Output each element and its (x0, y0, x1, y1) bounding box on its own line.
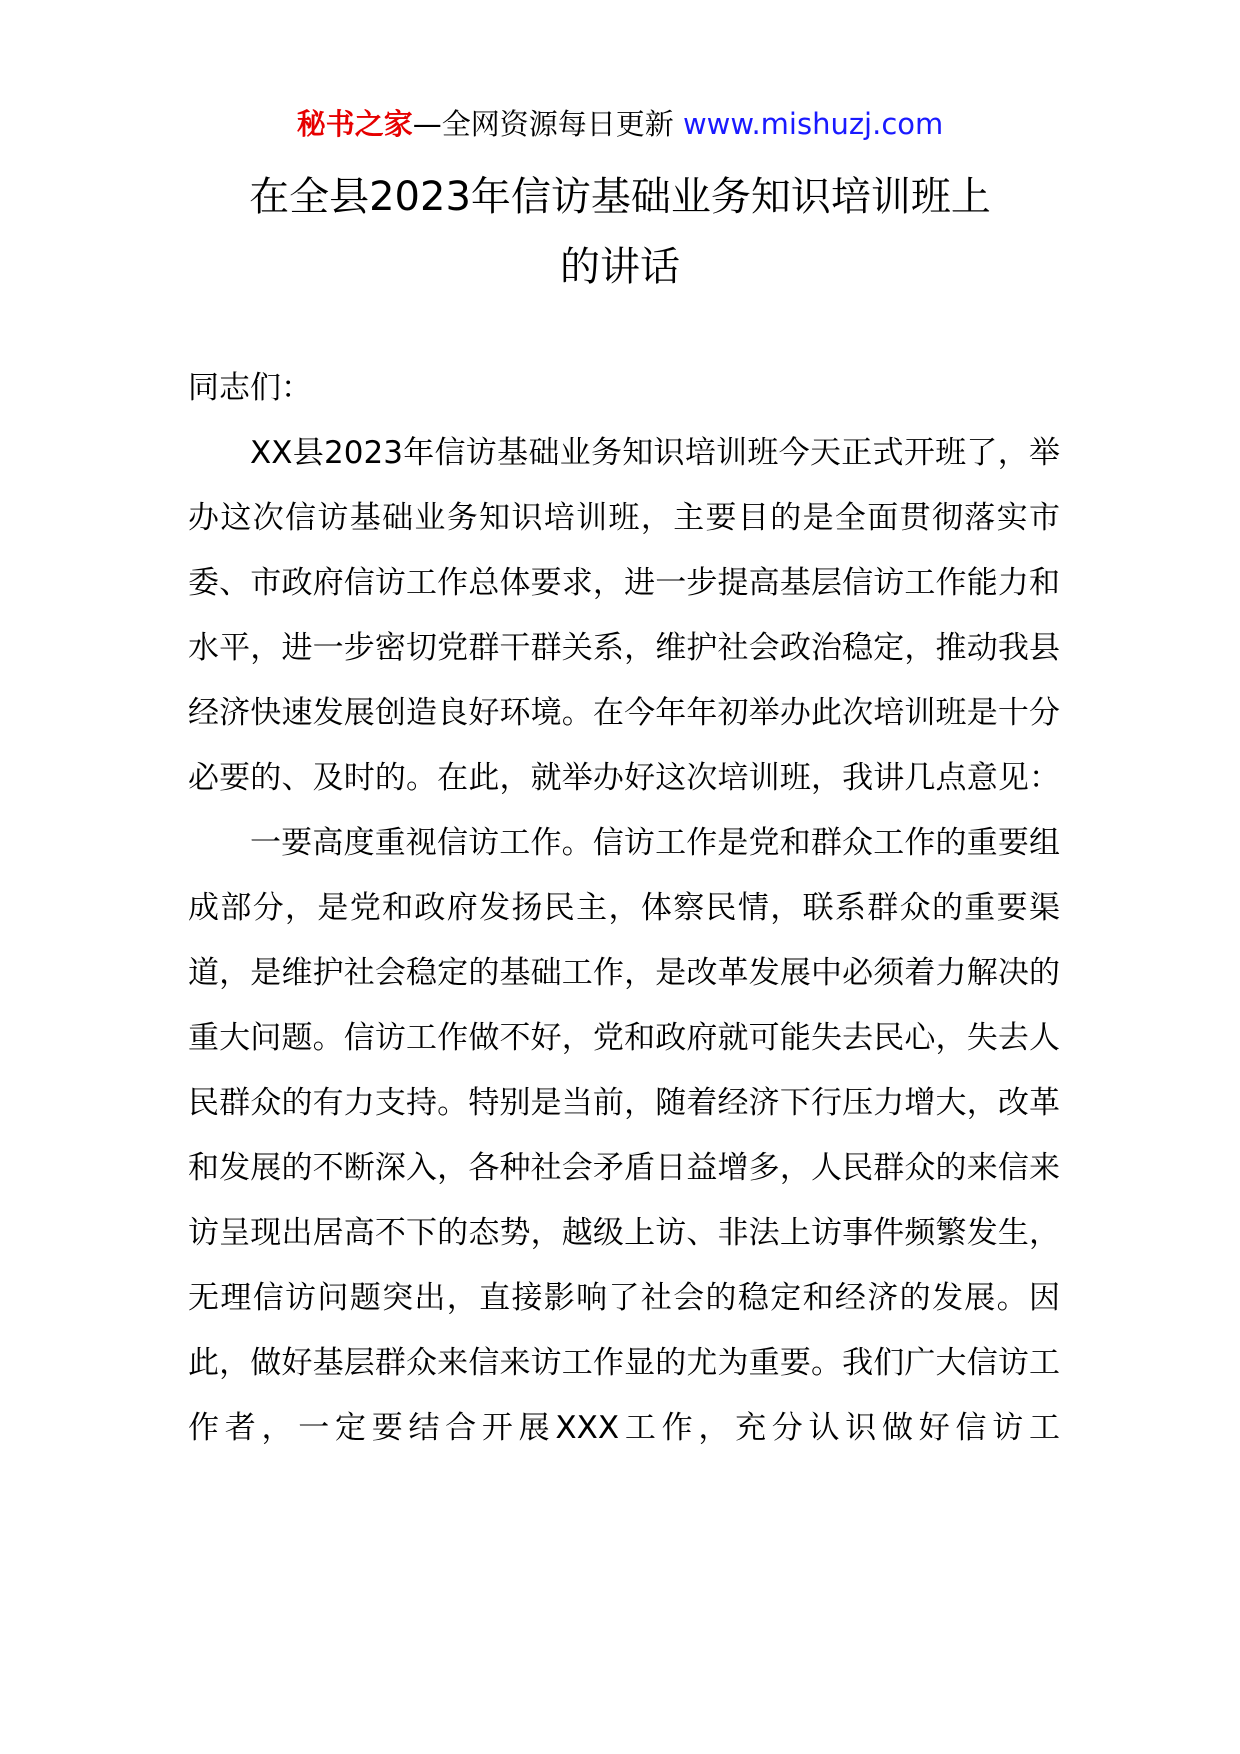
document-body (188, 356, 1060, 1461)
paragraph-2: 一要高度重视信访工作。信访工作是党和群众工作的重要组成部分，是党和政府发扬民主，体察民情，联系群众的重要渠道，是维护社会稳定的基础工作，是改革发展中必须着力解决的重大问题。信访工作做不好，党和政府就可能失去民心，失去人民群众的有力支持。特别是当前，随着经济下行压力增大，改革和发展的不断深入，各种社会矛盾日益增多，人民群众的来信来访呈现出居高不下的态势，越级上访、非法上访事件频繁发生，无理信访问题突出，直接影响了社会的稳定和经济的发展。因此，做好基层群众来信来访工作显的尤为重要。我们广大信访工作者，一定要结合开展XXX工作，充分认识做好信访工 (188, 825, 1060, 1446)
site-url-link[interactable]: www.mishuzj.com (682, 107, 944, 141)
document-title (180, 162, 1060, 302)
site-tagline: —全网资源每日更新 (412, 107, 674, 141)
title-line-1: 在全县2023年信访基础业务知识培训班上 (249, 174, 991, 220)
title-line-2: 的讲话 (560, 244, 680, 290)
site-header (0, 104, 1240, 144)
site-brand: 秘书之家 (296, 107, 413, 141)
salutation: 同志们： (188, 370, 312, 406)
paragraph-1: XX县2023年信访基础业务知识培训班今天正式开班了，举办这次信访基础业务知识培训班，主要目的是全面贯彻落实市委、市政府信访工作总体要求，进一步提高基层信访工作能力和水平，进一步密切党群干群关系，维护社会政治稳定，推动我县经济快速发展创造良好环境。在今年年初举办此次培训班是十分必要的、及时的。在此，就举办好这次培训班，我讲几点意见： (188, 435, 1060, 796)
